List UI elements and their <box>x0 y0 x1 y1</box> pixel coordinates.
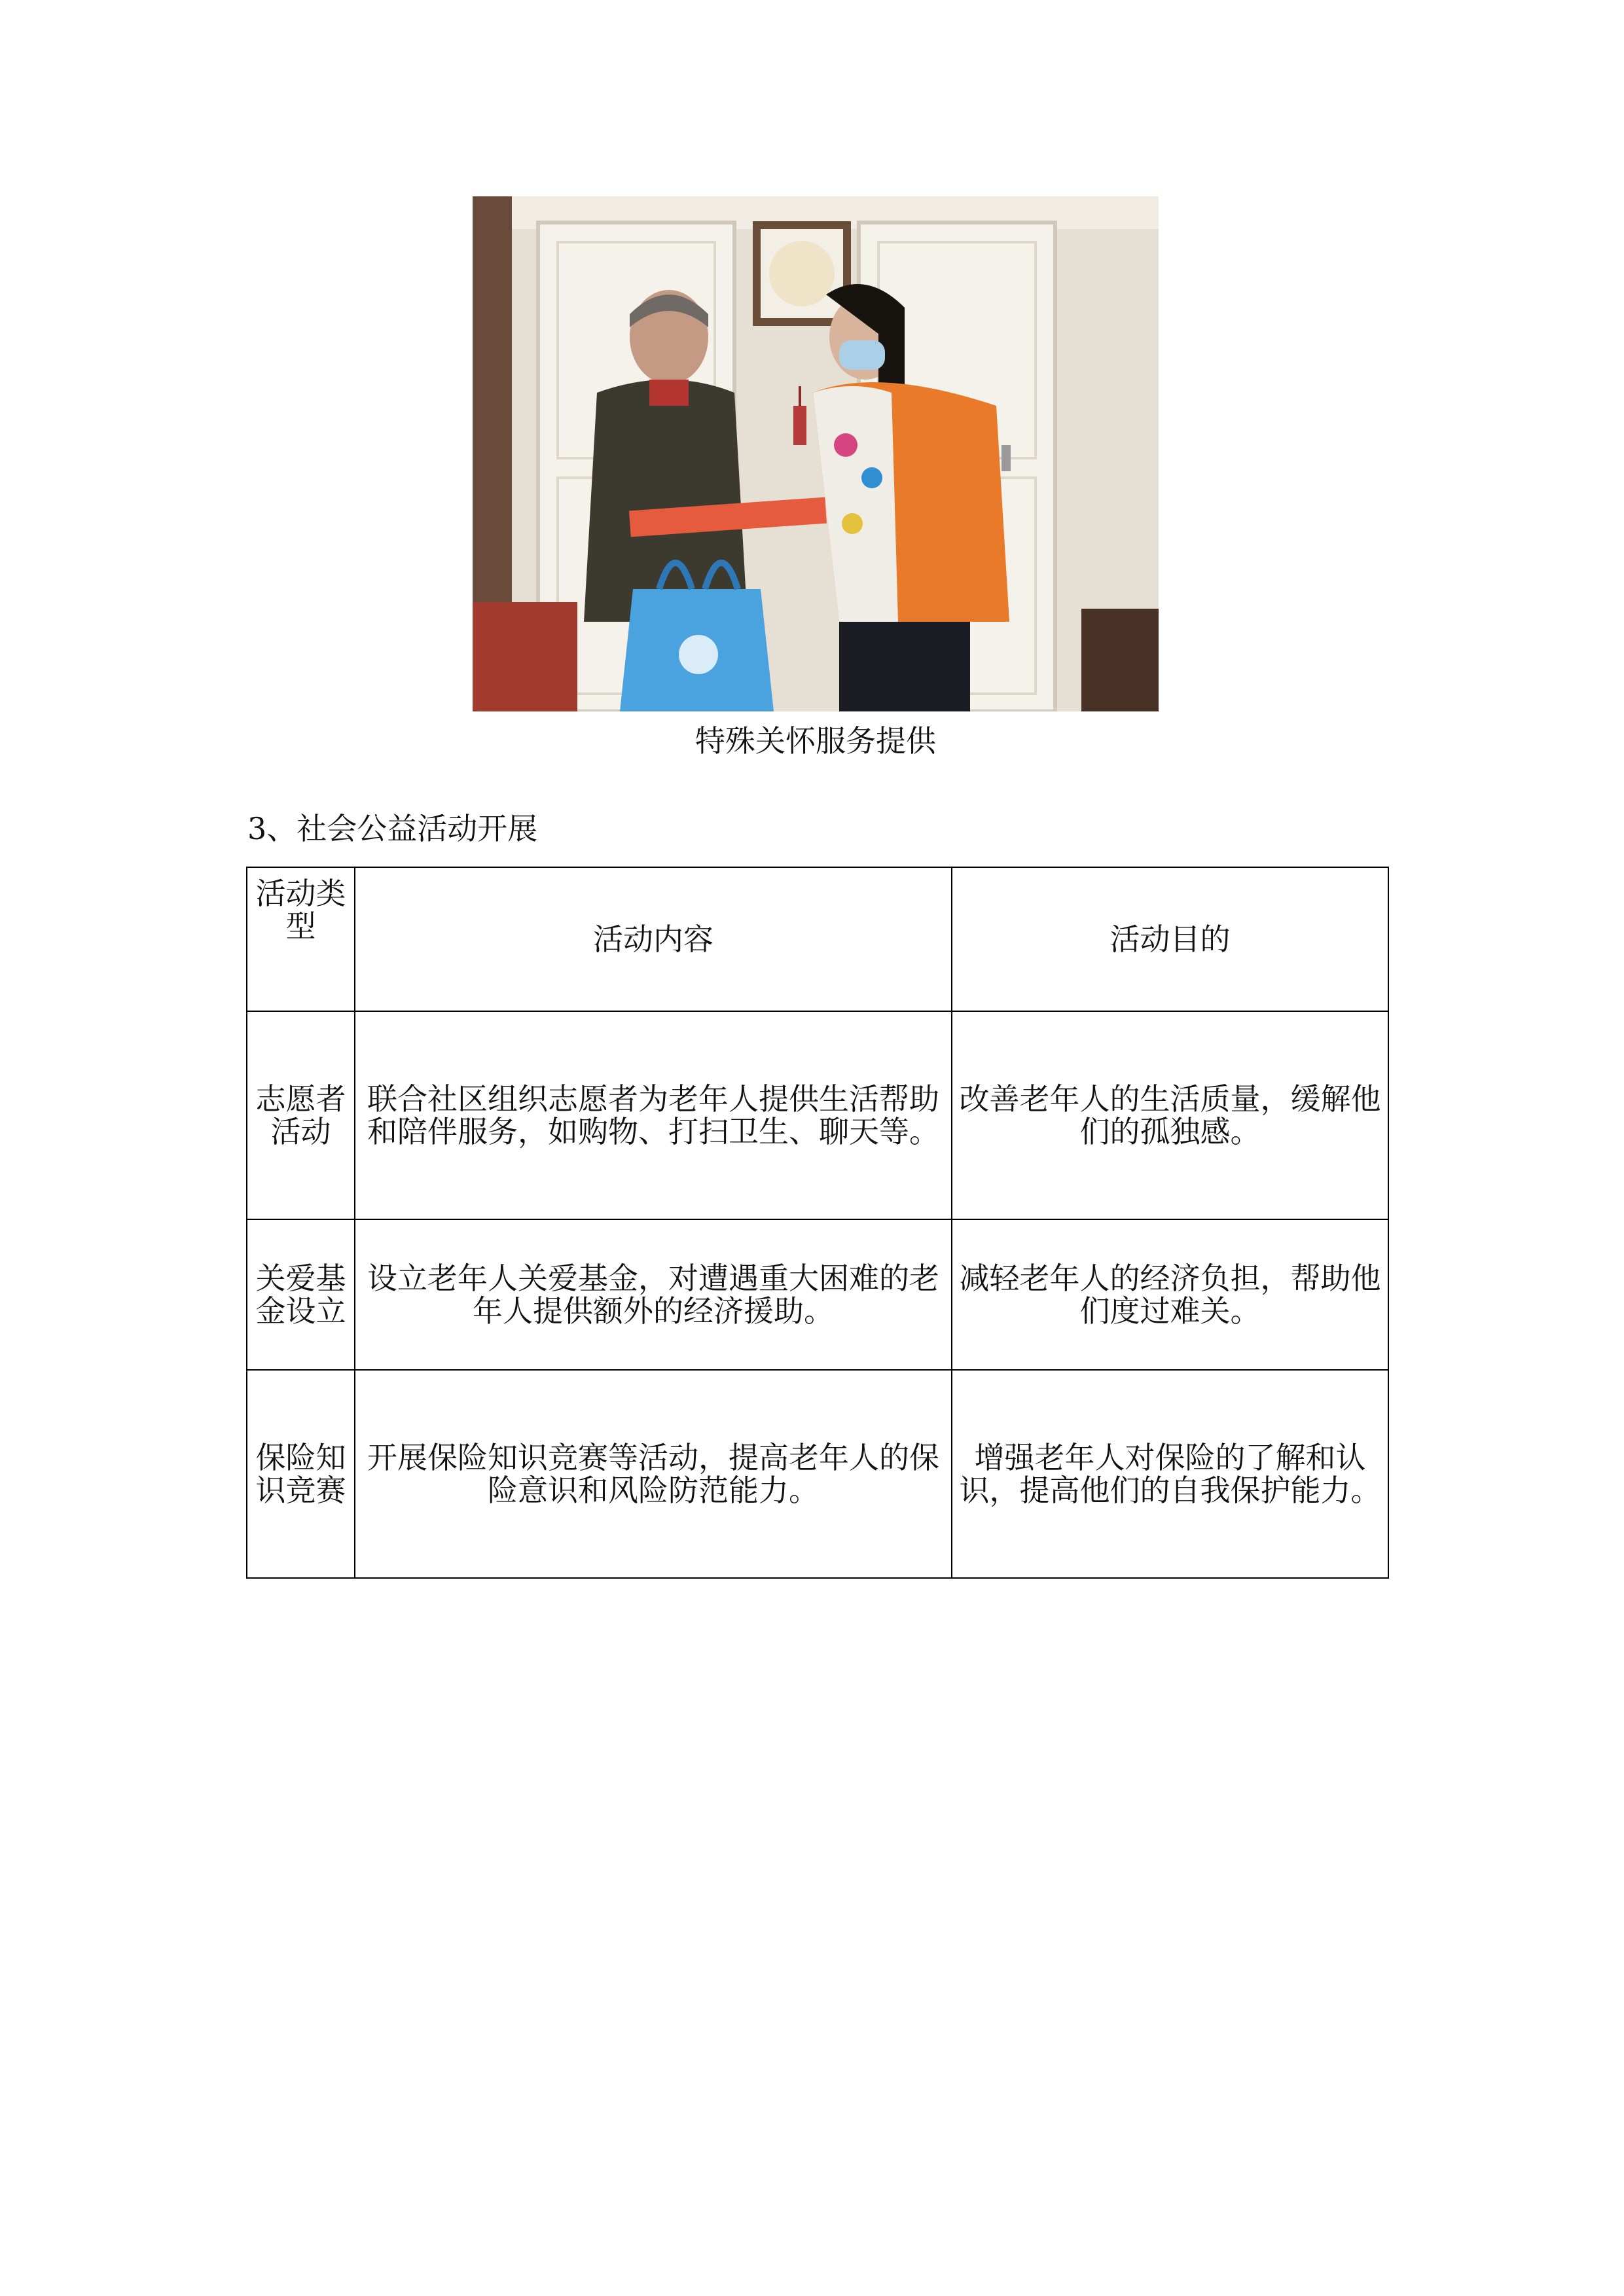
cell-activity-type: 志愿者活动 <box>247 1011 355 1219</box>
table-header-row <box>247 867 1388 1011</box>
care-service-photo <box>473 196 1159 711</box>
cell-activity-content: 开展保险知识竞赛等活动，提高老年人的保险意识和风险防范能力。 <box>355 1370 952 1578</box>
section-heading: 3、社会公益活动开展 <box>247 811 538 846</box>
cell-activity-content: 设立老年人关爱基金，对遭遇重大困难的老年人提供额外的经济援助。 <box>355 1219 952 1370</box>
cell-activity-type: 保险知识竞赛 <box>247 1370 355 1578</box>
cell-activity-type: 关爱基金设立 <box>247 1219 355 1370</box>
cell-activity-content: 联合社区组织志愿者为老年人提供生活帮助和陪伴服务，如购物、打扫卫生、聊天等。 <box>355 1011 952 1219</box>
cell-activity-goal: 减轻老年人的经济负担，帮助他们度过难关。 <box>952 1219 1388 1370</box>
header-activity-type: 活动类型 <box>247 867 355 1011</box>
table-row <box>247 1219 1388 1370</box>
table-row <box>247 1011 1388 1219</box>
photo-illustration <box>473 196 1159 711</box>
cell-activity-goal: 增强老年人对保险的了解和认识，提高他们的自我保护能力。 <box>952 1370 1388 1578</box>
cell-activity-goal: 改善老年人的生活质量，缓解他们的孤独感。 <box>952 1011 1388 1219</box>
header-activity-content: 活动内容 <box>355 867 952 1011</box>
table-row <box>247 1370 1388 1578</box>
activities-table <box>246 867 1389 1579</box>
photo-caption: 特殊关怀服务提供 <box>695 723 936 759</box>
header-activity-goal: 活动目的 <box>952 867 1388 1011</box>
